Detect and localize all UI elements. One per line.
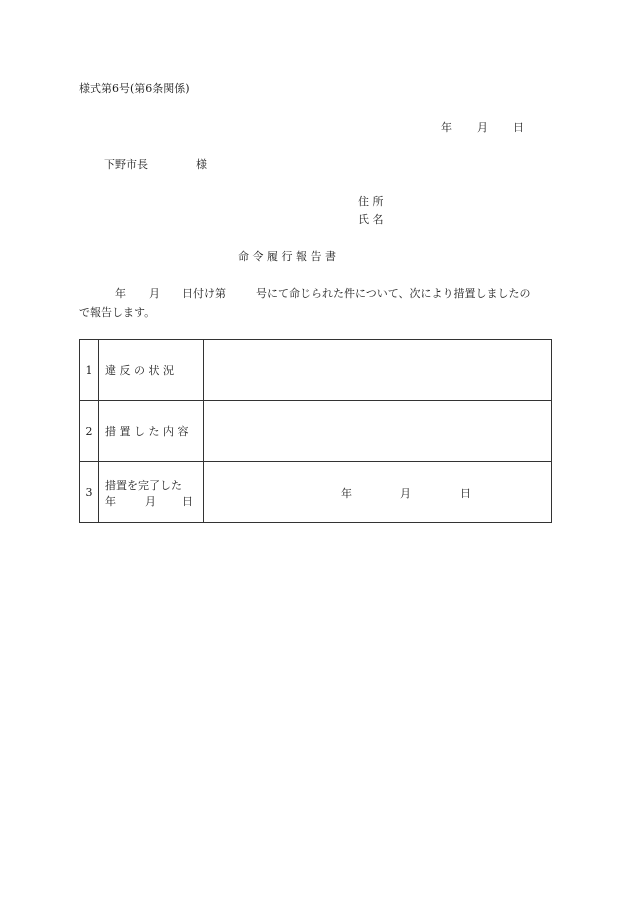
measures-taken-field[interactable] bbox=[204, 401, 552, 462]
row-number: 1 bbox=[80, 340, 99, 401]
row-label: 措 置 し た 内 容 bbox=[99, 401, 204, 462]
row-label bbox=[99, 462, 204, 523]
completion-label-line2 bbox=[105, 493, 203, 507]
addressee-name: 下野市長 bbox=[104, 158, 148, 171]
row-number: 3 bbox=[80, 462, 99, 523]
body-number-text: 号にて命じられた件について、次により措置しましたの bbox=[256, 287, 531, 300]
value-month: 月 bbox=[400, 487, 411, 500]
date-month-label: 月 bbox=[477, 121, 488, 134]
body-line-2: で報告します。 bbox=[79, 306, 156, 319]
table-row bbox=[80, 340, 552, 401]
report-table bbox=[79, 339, 552, 523]
table-row bbox=[80, 462, 552, 523]
value-year: 年 bbox=[341, 487, 352, 500]
completion-date-field[interactable] bbox=[204, 462, 552, 523]
violation-status-field[interactable] bbox=[204, 340, 552, 401]
form-number: 様式第6号(第6条関係) bbox=[79, 82, 190, 95]
sender-name-label: 氏 名 bbox=[358, 213, 384, 226]
document-title: 命 令 履 行 報 告 書 bbox=[238, 250, 336, 263]
addressee-honorific: 様 bbox=[196, 158, 207, 171]
body-month-label: 月 bbox=[149, 287, 160, 300]
body-year-label: 年 bbox=[115, 287, 126, 300]
label-month: 月 bbox=[145, 495, 156, 508]
table-row bbox=[80, 401, 552, 462]
completion-label-line1: 措置を完了した bbox=[105, 479, 182, 492]
row-number: 2 bbox=[80, 401, 99, 462]
row-label: 違 反 の 状 況 bbox=[99, 340, 204, 401]
date-day-label: 日 bbox=[513, 121, 524, 134]
label-day: 日 bbox=[182, 495, 193, 508]
value-day: 日 bbox=[460, 487, 471, 500]
label-year: 年 bbox=[105, 495, 116, 508]
date-year-label: 年 bbox=[441, 121, 452, 134]
sender-address-label: 住 所 bbox=[358, 195, 384, 208]
body-day-dated-label: 日付け第 bbox=[182, 287, 226, 300]
